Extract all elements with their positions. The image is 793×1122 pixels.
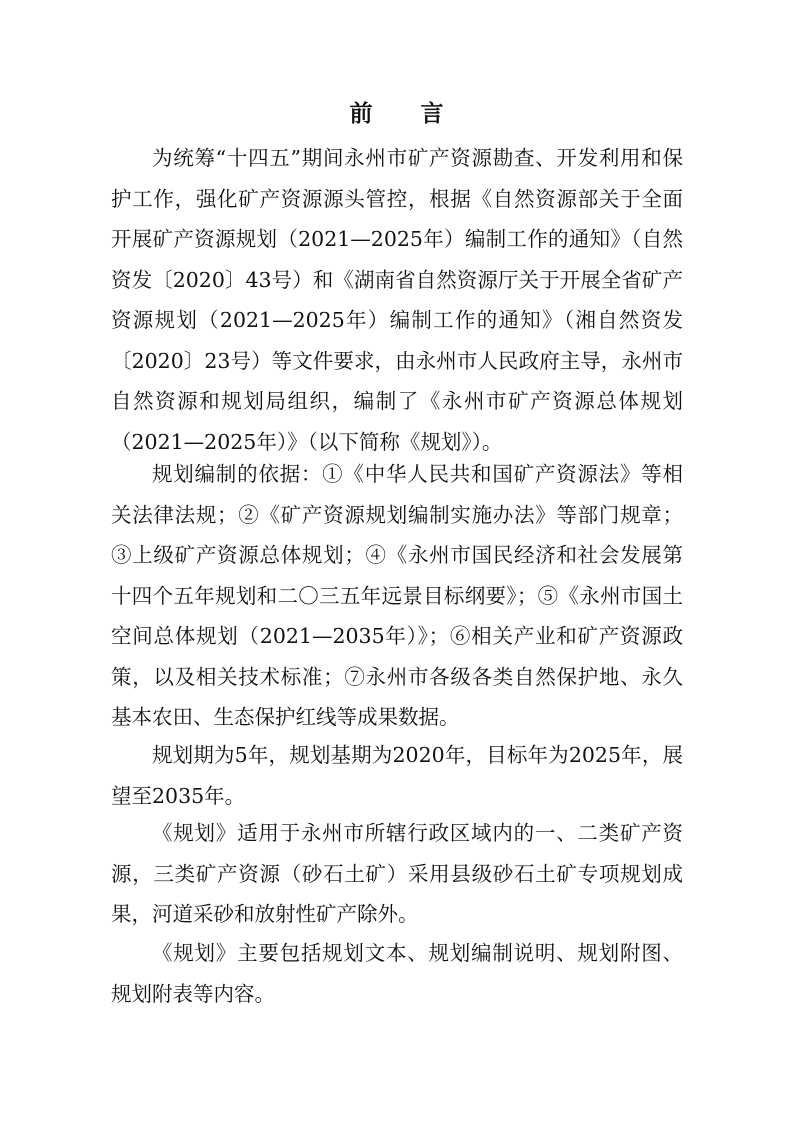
paragraph-background [111, 138, 683, 462]
paragraph-text: 《规划》适用于永州市所辖行政区域内的一、二类矿产资源，三类矿产资源（砂石土矿）采用县级砂石土矿专项规划成果，河道采砂和放射性矿产除外。 [111, 821, 683, 926]
paragraph-text: 规划编制的依据：①《中华人民共和国矿产资源法》等相关法律法规；②《矿产资源规划编制实施办法》等部门规章；③上级矿产资源总体规划；④《永州市国民经济和社会发展第十四个五年规划和二〇三五年远景目标纲要》；⑤《永州市国土空间总体规划（2021—2035年）》；⑥相关产业和矿产资源政策，以及相关技术标准；⑦永州市各级各类自然保护地、永久基本农田、生态保护红线等成果数据。 [111, 462, 683, 729]
paragraph-contents [111, 933, 683, 1014]
paragraph-text: 为统筹“十四五”期间永州市矿产资源勘查、开发利用和保护工作，强化矿产资源源头管控，根据《自然资源部关于全面开展矿产资源规划（2021—2025年）编制工作的通知》（自然资发〔2020〕43号）和《湖南省自然资源厅关于开展全省矿产资源规划（2021—2025年）编制工作的通知》（湘自然资发〔2020〕23号）等文件要求，由永州市人民政府主导，永州市自然资源和规划局组织，编制了《永州市矿产资源总体规划（2021—2025年）》（以下简称《规划》）。 [111, 146, 683, 454]
paragraph-text: 规划期为5年，规划基期为2020年，目标年为2025年，展望至2035年。 [111, 743, 683, 808]
paragraph-period [111, 735, 683, 816]
paragraph-scope [111, 813, 683, 935]
page-title: 前 言 [349, 100, 464, 127]
paragraph-basis [111, 454, 683, 738]
paragraph-text: 《规划》主要包括规划文本、规划编制说明、规划附图、规划附表等内容。 [111, 941, 683, 1006]
